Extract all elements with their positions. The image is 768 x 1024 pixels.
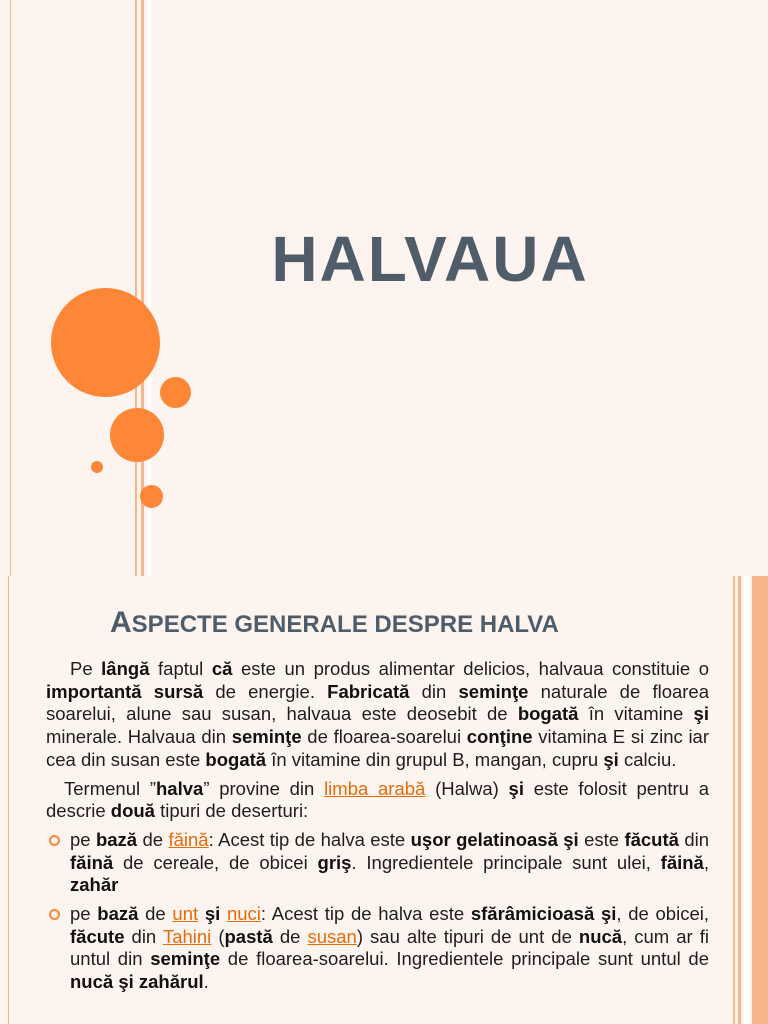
text-run: pe bbox=[70, 903, 98, 925]
heading-rest: SPECTE GENERALE DESPRE HALVA bbox=[131, 611, 559, 638]
text-run: de floarea-soarelui bbox=[301, 726, 467, 748]
decor-line bbox=[10, 0, 11, 576]
hyperlink[interactable]: nuci bbox=[226, 903, 261, 925]
hyperlink[interactable]: susan bbox=[307, 925, 357, 947]
bold-term: şi bbox=[603, 748, 619, 770]
decor-line bbox=[733, 576, 735, 1024]
bold-term: uşor gelatinoasă şi bbox=[410, 828, 579, 850]
bold-term: seminţe bbox=[231, 726, 302, 748]
text-run: de energie. bbox=[203, 680, 328, 702]
paragraph-intro bbox=[46, 658, 709, 772]
text-run: este bbox=[578, 828, 625, 850]
text-run: ” provine din bbox=[203, 777, 325, 799]
bold-term: lângă bbox=[101, 658, 150, 679]
text-run: de bbox=[138, 903, 173, 925]
decor-circle-tiny bbox=[91, 461, 103, 473]
bold-term: sfărâmicioasă şi bbox=[470, 903, 617, 925]
list-item bbox=[46, 903, 709, 994]
slide-heading bbox=[110, 606, 559, 640]
decor-line bbox=[744, 576, 749, 1024]
bold-term: că bbox=[211, 658, 233, 679]
bold-term: făină bbox=[660, 851, 704, 873]
bullet-circle-icon bbox=[49, 835, 60, 846]
bold-term: importantă sursă bbox=[46, 680, 204, 702]
bold-term: şi bbox=[204, 903, 221, 925]
bold-term: seminţe bbox=[458, 680, 529, 702]
bold-term: halva bbox=[156, 777, 204, 799]
text-run: ( bbox=[211, 925, 225, 947]
text-run: Termenul ” bbox=[64, 777, 156, 799]
text-run: este un produs alimentar delicios, halvaua constituie o bbox=[232, 658, 709, 679]
text-run: de bbox=[137, 828, 169, 850]
bold-term: zahăr bbox=[70, 874, 119, 896]
decor-circle-small bbox=[160, 377, 191, 408]
bold-term: nucă bbox=[578, 925, 623, 947]
decor-line bbox=[738, 576, 741, 1024]
text-run: din bbox=[678, 828, 710, 850]
text-run: : Acest tip de halva este bbox=[208, 828, 411, 850]
bold-term: Fabricată bbox=[327, 680, 410, 702]
text-run: . bbox=[203, 971, 209, 993]
text-run: calciu. bbox=[618, 748, 677, 770]
decor-circle-large bbox=[51, 288, 160, 397]
text-run: Pe bbox=[70, 658, 102, 679]
slide-title: HALVAUA bbox=[271, 223, 589, 295]
text-run: în vitamine din grupul B, mangan, cupru bbox=[266, 748, 604, 770]
bold-term: făcută bbox=[624, 828, 679, 850]
bold-term: bogată bbox=[517, 703, 579, 725]
slide-body bbox=[46, 658, 709, 1000]
bullet-circle-icon bbox=[49, 909, 60, 920]
content-slide bbox=[0, 576, 768, 1024]
text-run: pe bbox=[70, 828, 96, 850]
hyperlink[interactable]: limba arabă bbox=[324, 777, 426, 799]
bold-term: griş bbox=[317, 851, 352, 873]
hyperlink[interactable]: Tahini bbox=[162, 925, 212, 947]
text-run bbox=[198, 903, 205, 924]
text-run: faptul bbox=[149, 658, 212, 679]
text-run: tipuri de deserturi: bbox=[154, 800, 309, 822]
text-run: minerale. Halvaua din bbox=[46, 726, 232, 748]
text-run: , bbox=[703, 851, 709, 873]
bullet-text bbox=[70, 903, 709, 992]
decor-line bbox=[135, 0, 137, 576]
bold-term: două bbox=[110, 800, 155, 822]
text-run: : Acest tip de halva este bbox=[260, 903, 471, 925]
text-run: naturale de floarea soarelui, alune sau susan, halvaua este deosebit de bbox=[46, 680, 710, 725]
text-run: de cereale, de obicei bbox=[113, 851, 318, 873]
text-run bbox=[220, 903, 227, 924]
text-run: , de obicei, bbox=[616, 903, 709, 925]
hyperlink[interactable]: unt bbox=[172, 903, 199, 925]
text-run: de floarea-soarelui. Ingredientele principale sunt untul de bbox=[220, 948, 709, 970]
bold-term: seminţe bbox=[150, 948, 221, 970]
text-run: de bbox=[272, 925, 308, 947]
decor-circle-medium bbox=[110, 408, 164, 462]
text-run: din bbox=[124, 925, 163, 947]
text-run: (Halwa) bbox=[425, 777, 509, 799]
text-run: este folosit pentru a descrie bbox=[46, 777, 709, 822]
bold-term: pastă bbox=[224, 925, 273, 947]
bold-term: făină bbox=[70, 851, 114, 873]
bold-term: nucă şi zahărul bbox=[70, 971, 204, 993]
bullet-text bbox=[70, 829, 709, 895]
bold-term: conţine bbox=[466, 726, 533, 748]
text-run: în vitamine bbox=[578, 703, 694, 725]
decor-circle-small bbox=[140, 485, 163, 508]
text-run: din bbox=[409, 680, 459, 702]
decor-band bbox=[752, 576, 768, 1024]
bold-term: bază bbox=[97, 903, 139, 925]
bold-term: bogată bbox=[205, 748, 267, 770]
text-run: , cum ar fi untul din bbox=[70, 925, 709, 970]
hyperlink[interactable]: făină bbox=[168, 828, 209, 850]
text-run: vitamina E si zinc iar cea din susan este bbox=[46, 726, 709, 770]
bold-term: făcute bbox=[70, 925, 125, 947]
paragraph-term bbox=[46, 778, 709, 823]
decor-line bbox=[8, 576, 9, 1024]
bold-term: şi bbox=[693, 703, 709, 725]
bold-term: şi bbox=[508, 777, 524, 799]
text-run: . Ingredientele principale sunt ulei, bbox=[351, 851, 661, 873]
heading-initial: A bbox=[110, 606, 132, 639]
bold-term: bază bbox=[95, 828, 138, 850]
text-run: ) sau alte tipuri de unt de bbox=[356, 925, 579, 947]
list-item bbox=[46, 829, 709, 897]
